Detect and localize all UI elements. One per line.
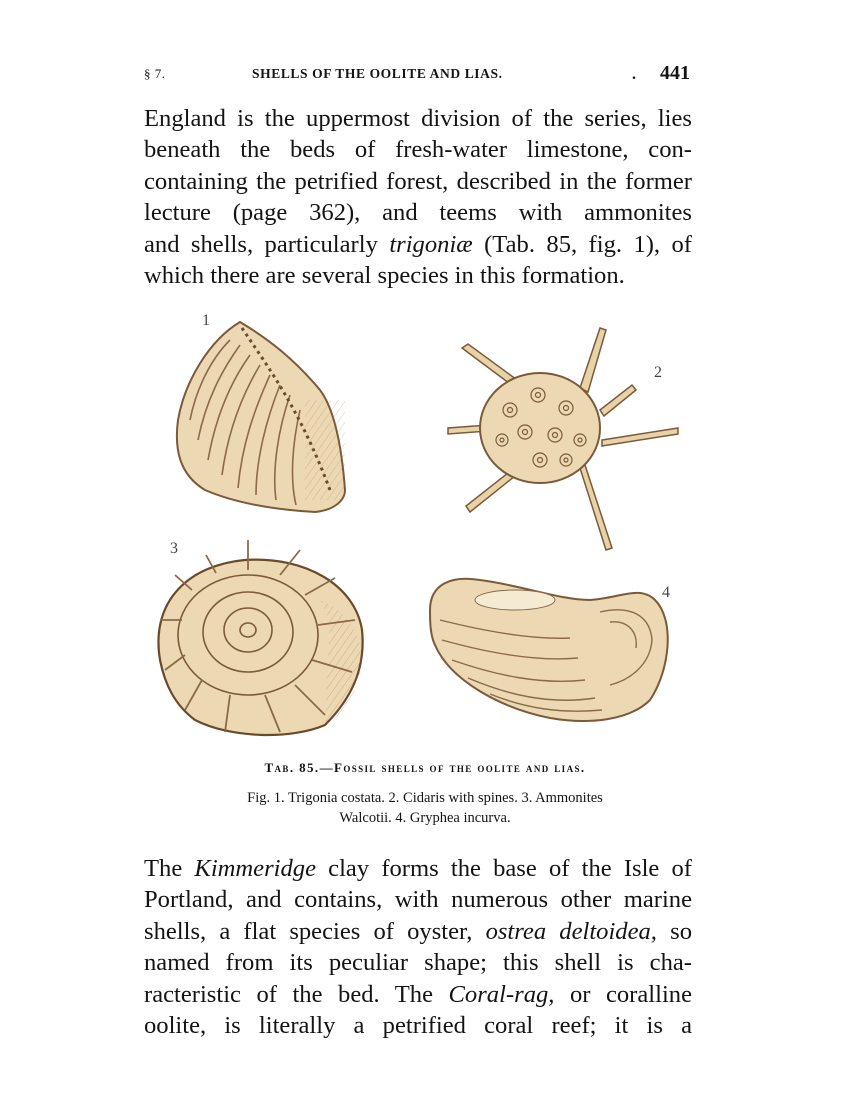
text-line xyxy=(144,947,692,978)
figure-number-2: 2 xyxy=(654,364,662,381)
body-paragraph-2 xyxy=(144,853,692,1041)
text-run: so xyxy=(656,917,692,945)
caption-line: Fig. 1. Trigonia costata. 2. Cidaris with spines. 3. Ammonites xyxy=(247,790,603,806)
text-run: (Tab. 85, fig. 1), of xyxy=(472,230,692,258)
text-run: lecture (page 362), and teems with ammonites xyxy=(144,199,692,227)
text-line xyxy=(144,1010,692,1041)
text-line xyxy=(144,979,692,1010)
text-line xyxy=(144,134,692,165)
text-line xyxy=(144,260,692,291)
gryphea-shell-drawing xyxy=(430,579,668,721)
text-line xyxy=(144,229,692,260)
running-header xyxy=(144,62,692,86)
figure-number-4: 4 xyxy=(662,584,670,601)
italic-term: trigoniæ xyxy=(389,230,473,258)
cidaris-urchin-drawing xyxy=(448,328,678,550)
text-line xyxy=(144,884,692,915)
figure-number-3: 3 xyxy=(170,540,178,557)
fossil-engraving xyxy=(130,300,705,750)
italic-term: ostrea deltoidea, xyxy=(485,917,657,945)
text-run: or coralline xyxy=(554,980,692,1008)
ammonite-drawing xyxy=(158,540,362,735)
text-line xyxy=(144,916,692,947)
trigonia-shell-drawing xyxy=(177,322,345,512)
figure-number-1: 1 xyxy=(202,312,210,329)
figure-caption-title: Tab. 85.—Fossil shells of the oolite and lias. xyxy=(264,760,586,775)
text-run: named from its peculiar shape; this shell is cha- xyxy=(144,949,692,977)
text-line xyxy=(144,166,692,197)
text-run: The xyxy=(144,855,195,882)
fossil-plate-illustration xyxy=(130,300,705,750)
section-number: § 7. xyxy=(144,66,166,81)
text-run: clay forms the base of the Isle of xyxy=(316,855,692,882)
text-line xyxy=(144,853,692,884)
text-run: Portland, and contains, with numerous other marine xyxy=(144,886,692,914)
text-run: racteristic of the bed. The xyxy=(144,980,449,1008)
text-run: containing the petrified forest, described in the former xyxy=(144,167,692,195)
caption-line: Walcotii. 4. Gryphea incurva. xyxy=(339,810,511,826)
text-line xyxy=(144,103,692,134)
italic-term: Coral-rag, xyxy=(448,980,555,1008)
running-title: SHELLS OF THE OOLITE AND LIAS. xyxy=(252,66,503,81)
text-run: beneath the beds of fresh-water limestone, con- xyxy=(144,136,692,164)
text-run: oolite, is literally a petrified coral reef; it is a xyxy=(144,1012,692,1040)
italic-term: Kimmeridge xyxy=(194,855,317,882)
figure-caption-text xyxy=(165,788,685,828)
text-run: which there are several species in this formation. xyxy=(144,262,625,290)
text-run: England is the uppermost division of the series, lies xyxy=(144,105,692,132)
text-run: shells, a flat species of oyster, xyxy=(144,917,486,945)
header-dot: . xyxy=(632,66,636,83)
body-paragraph-1 xyxy=(144,103,692,291)
text-line xyxy=(144,197,692,228)
text-run: and shells, particularly xyxy=(144,230,390,258)
page-number: 441 xyxy=(660,62,690,84)
